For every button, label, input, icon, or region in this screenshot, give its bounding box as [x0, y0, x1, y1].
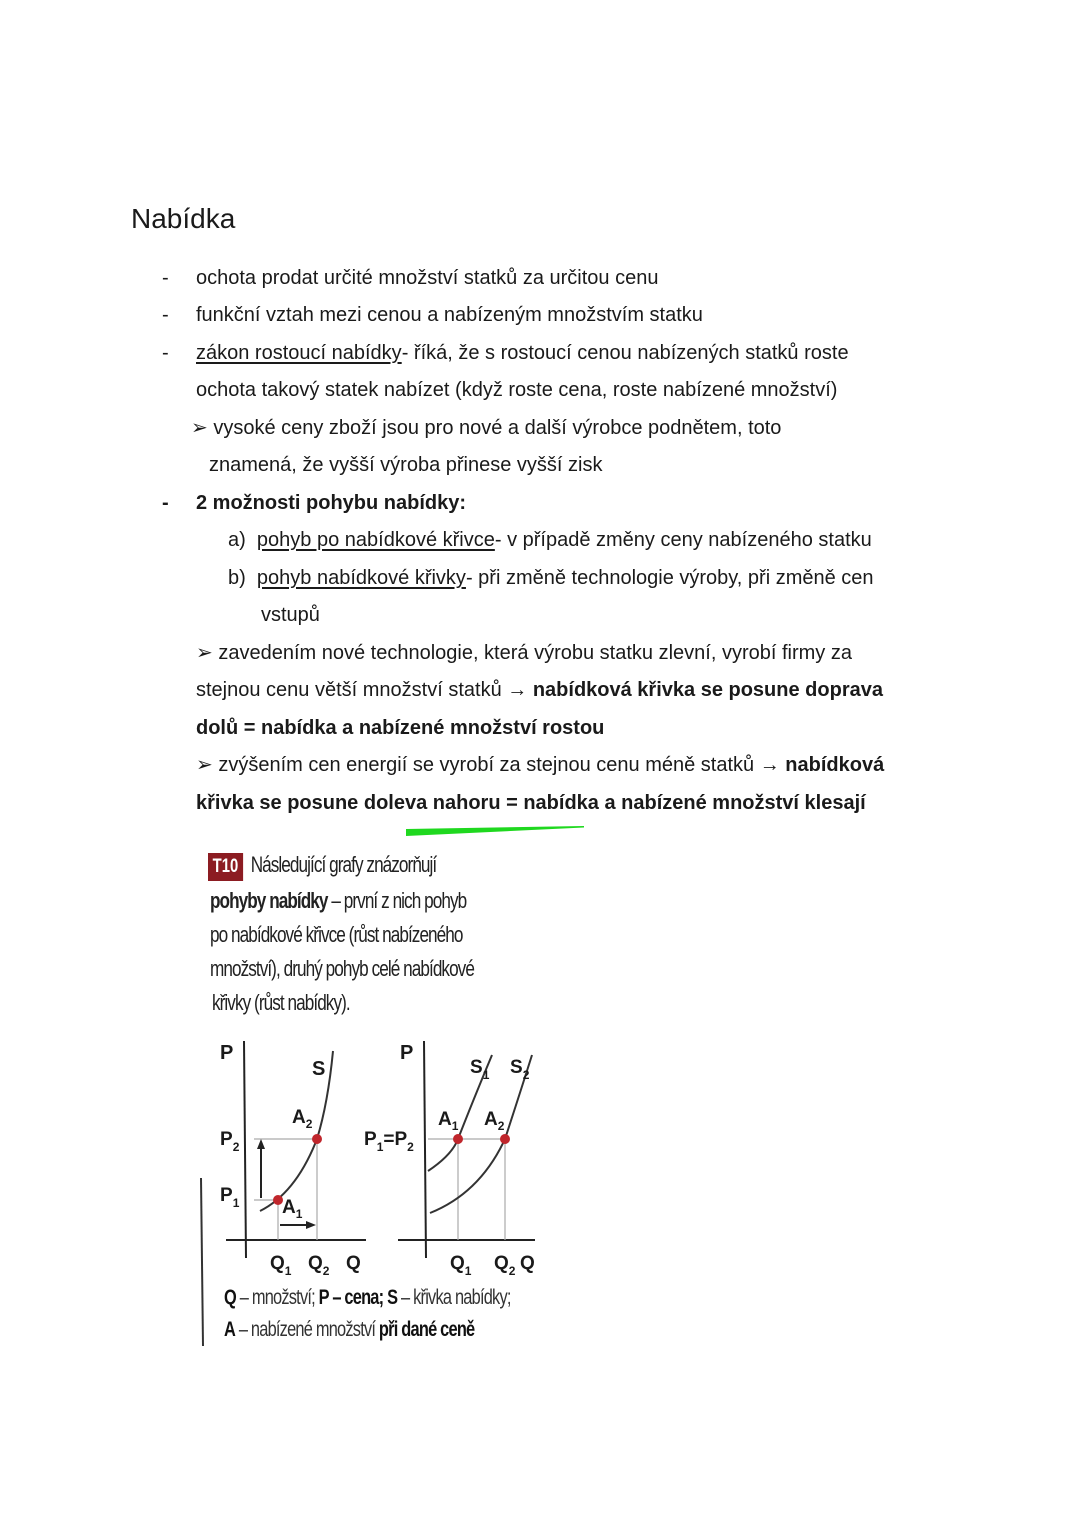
figure-caption-line2: [210, 884, 466, 918]
figure-legend-line1: [224, 1282, 511, 1314]
legend-symbol: P: [318, 1286, 329, 1309]
legend-text: – množství;: [235, 1286, 319, 1309]
figure-caption-line1: [208, 848, 436, 882]
sub-note-line2: znamená, že vyšší výroba přinese vyšší zisk: [209, 454, 603, 476]
arrow-right-icon: [306, 1221, 316, 1229]
y-axis: [424, 1041, 426, 1258]
bullet-text: funkční vztah mezi cenou a nabízeným množstvím statku: [196, 304, 703, 326]
tick-label-q1: $Q_1$: [450, 1253, 472, 1278]
legend-symbol: A: [224, 1318, 236, 1341]
note-bold-text: nabídková křivka se posune doprava: [532, 679, 883, 701]
item-text: - při změně technologie výroby, při změně cen: [465, 567, 874, 589]
tick-label-q1: $Q_1$: [270, 1253, 292, 1278]
curve-label-s1: $S_1$: [470, 1057, 490, 1082]
point-a2: [500, 1134, 510, 1144]
movement-item-a: [228, 528, 872, 552]
tick-label-price: $P_1=P_2$: [364, 1129, 414, 1154]
note-text: stejnou cenu větší množství statků →: [196, 679, 533, 701]
item-label: a): [228, 529, 246, 551]
caption-bold: pohyby nabídky: [210, 888, 328, 913]
figure-caption-line3: po nabídkové křivce (růst nabízeného: [210, 922, 463, 947]
bullet-law: [196, 341, 849, 365]
item-term: pohyb nabídkové křivky: [256, 567, 466, 589]
law-text: - říká, že s rostoucí cenou nabízených statků roste: [401, 342, 849, 364]
bullet-dash: -: [162, 304, 169, 326]
caption-text: Následující grafy znázorňují: [250, 852, 437, 877]
note-1-line1: [196, 641, 852, 665]
legend-symbol: S: [387, 1286, 398, 1309]
point-label-a1: $A_1$: [282, 1197, 303, 1221]
axis-label-q: Q: [520, 1253, 535, 1274]
legend-text: – nabízené množství: [235, 1318, 379, 1341]
item-text: - v případě změny ceny nabízeného statku: [494, 529, 872, 551]
figure-caption-line5: křivky (růst nabídky).: [212, 990, 350, 1015]
note-text: zavedením nové technologie, která výrobu statku zlevní, vyrobí firmy za: [218, 642, 852, 664]
note-2-line1: [196, 753, 884, 777]
note-1-line2: [196, 678, 883, 702]
bullet-dash: -: [162, 342, 169, 364]
law-continuation: ochota takový statek nabízet (když roste cena, roste nabízené množství): [196, 379, 838, 401]
tick-label-q2: $Q_2$: [494, 1253, 516, 1278]
item-label: b): [228, 567, 246, 589]
curve-label-s: S: [312, 1058, 326, 1080]
axis-label-p: P: [400, 1042, 414, 1064]
legend-text: – křivka nabídky;: [397, 1286, 511, 1309]
arrow-bullet-icon: ➢: [196, 754, 213, 776]
graph-shift-of-curve: [360, 1033, 560, 1288]
bullet-text: ochota prodat určité množství statků za určitou cenu: [196, 267, 659, 289]
sub-note-line1: vysoké ceny zboží jsou pro nové a další výrobce podnětem, toto: [213, 417, 782, 439]
bullet-dash: -: [162, 267, 169, 289]
arrow-bullet-icon: ➢: [196, 642, 213, 664]
arrow-bullet-icon: ➢: [191, 417, 208, 439]
axis-label-p: P: [220, 1042, 234, 1064]
axis-label-q: Q: [346, 1253, 361, 1274]
y-axis: [244, 1041, 246, 1258]
curve-label-s2: $S_2$: [510, 1057, 530, 1082]
bullet-dash: -: [162, 492, 169, 514]
green-highlight-mark: [406, 826, 584, 838]
figure-tag: T10: [208, 853, 243, 881]
point-a1: [453, 1134, 463, 1144]
note-bold-text: nabídková: [785, 754, 885, 776]
note-1-line3: dolů = nabídka a nabízené množství rostou: [196, 717, 605, 739]
movement-heading: 2 možnosti pohybu nabídky:: [196, 492, 467, 514]
point-label-a2: $A_2$: [484, 1109, 505, 1133]
point-label-a2: $A_2$: [292, 1107, 313, 1131]
tick-label-q2: $Q_2$: [308, 1253, 330, 1278]
item-b-continuation: vstupů: [261, 604, 320, 626]
term-law: zákon rostoucí nabídky: [196, 342, 402, 364]
note-2-line2: křivka se posune doleva nahoru = nabídka a nabízené množství klesají: [196, 792, 866, 814]
legend-bold-text: při dané ceně: [378, 1318, 475, 1341]
legend-text: – cena;: [328, 1286, 388, 1309]
tick-label-p1: $P_1$: [220, 1185, 240, 1210]
sub-note: [191, 416, 781, 440]
tick-label-p2: $P_2$: [220, 1129, 240, 1154]
point-a2: [312, 1134, 322, 1144]
supply-curve-s2: [430, 1055, 532, 1213]
page-title: Nabídka: [131, 203, 236, 234]
legend-symbol: Q: [224, 1286, 236, 1309]
note-text: zvýšením cen energií se vyrobí za stejnou cenu méně statků →: [218, 754, 786, 776]
caption-text: – první z nich pohyb: [327, 888, 467, 913]
textbook-figure: [196, 838, 596, 1348]
movement-item-b: [228, 566, 874, 590]
figure-caption-line4: množství), druhý pohyb celé nabídkové: [210, 956, 474, 981]
figure-legend-line2: [224, 1314, 474, 1346]
arrow-up-icon: [257, 1139, 265, 1149]
scan-edge-line: [196, 1168, 206, 1348]
point-label-a1: $A_1$: [438, 1109, 459, 1133]
item-term: pohyb po nabídkové křivce: [256, 529, 495, 551]
